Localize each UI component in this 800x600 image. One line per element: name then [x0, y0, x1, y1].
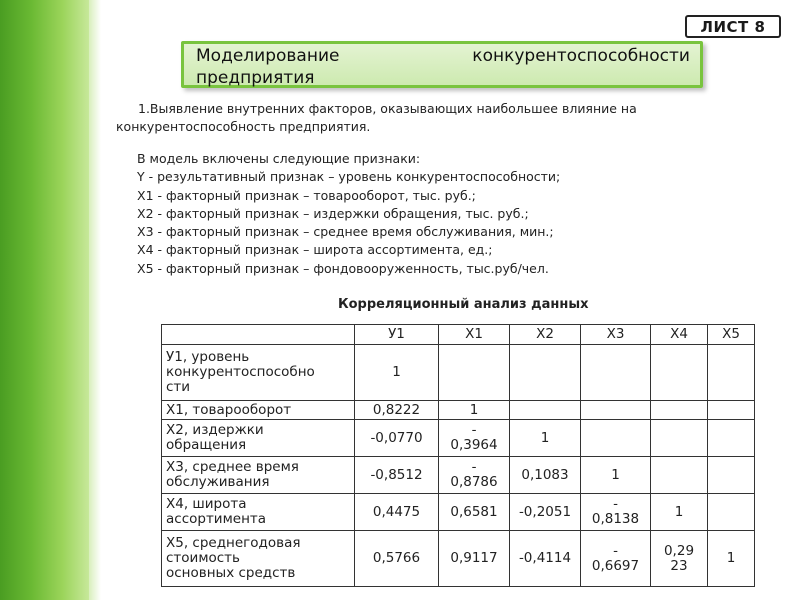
sheet-number-label: ЛИСТ 8: [685, 15, 781, 38]
intro-line-2: конкурентоспособность предприятия.: [116, 119, 371, 134]
feature-item-y: Y - результативный признак – уровень конкурентоспособности;: [137, 169, 561, 185]
title-word-modeling: Моделирование: [196, 46, 340, 66]
feature-list: [137, 150, 737, 278]
corr-cell-value: 0,1083: [521, 466, 569, 483]
corr-cell-y1-y1: [355, 345, 439, 401]
corr-cell-value: 1: [540, 429, 550, 446]
row-label-line: Х4, широта: [166, 496, 247, 512]
header-cell-corner: [162, 325, 355, 345]
corr-cell-x2-x5: [708, 420, 755, 457]
row-label-line: обращения: [166, 437, 247, 453]
header-cell-y1: У1: [355, 325, 439, 345]
corr-cell-x3-y1: [355, 457, 439, 494]
title-second-line: предприятия: [196, 68, 315, 88]
header-cell-x1: Х1: [439, 325, 510, 345]
corr-cell-x2-x2: [510, 420, 581, 457]
corr-cell-x1-x4: [651, 401, 708, 420]
row-label-line: ассортимента: [166, 511, 267, 527]
corr-cell-x1-x5: [708, 401, 755, 420]
corr-cell-x4-x1: [439, 494, 510, 531]
corr-cell-value: -0,8512: [370, 466, 423, 483]
row-label-line: У1, уровень: [166, 349, 250, 365]
corr-cell-value: 0,8222: [372, 401, 421, 418]
corr-cell-value: -0,0770: [370, 429, 423, 446]
corr-cell-value: -0,4114: [518, 550, 572, 566]
corr-cell-value: -: [471, 459, 477, 475]
row-label-line: обслуживания: [166, 474, 270, 490]
table-row-x4: [162, 494, 755, 531]
corr-cell-x2-y1: [355, 420, 439, 457]
row-label-x3: [162, 457, 355, 494]
corr-cell-value: 1: [392, 364, 401, 380]
corr-cell-x3-x1: [439, 457, 510, 494]
row-label-line: сти: [166, 379, 191, 395]
row-label-x5: [162, 531, 355, 587]
left-decorative-green-band: [0, 0, 89, 600]
row-label-y1: [162, 345, 355, 401]
feature-list-heading: В модель включены следующие признаки:: [137, 151, 421, 166]
table-caption: Корреляционный анализ данных: [338, 297, 589, 312]
row-label-line: Х3, среднее время: [166, 459, 299, 475]
table-row-x2: [162, 420, 755, 457]
table-body: [162, 345, 755, 587]
corr-cell-value: 1: [611, 466, 620, 483]
corr-cell-value: 0,6581: [450, 503, 498, 520]
title-first-line: [196, 45, 690, 67]
feature-item-x3: X3 - факторный признак – среднее время обслуживания, мин.;: [137, 224, 554, 240]
slide-title-box: [181, 41, 703, 88]
corr-cell-x4-x4: [651, 494, 708, 531]
table-header-row: [162, 325, 755, 345]
feature-item-x2: X2 - факторный признак – издержки обращения, тыс. руб.;: [137, 205, 529, 221]
corr-cell-value: 0,8138: [591, 511, 640, 527]
table-row-y1: [162, 345, 755, 401]
row-label-x2: [162, 420, 355, 457]
table-row-x5: [162, 531, 755, 587]
corr-cell-value: 0,8786: [450, 474, 498, 490]
corr-cell-value: -: [471, 422, 477, 438]
corr-cell-value: 0,6697: [591, 557, 640, 574]
header-cell-x2: Х2: [510, 325, 581, 345]
corr-cell-x3-x5: [708, 457, 755, 494]
title-word-competitiveness: конкурентоспособности: [472, 46, 690, 66]
corr-cell-value: 0,9117: [450, 550, 498, 566]
corr-cell-value: 1: [726, 550, 736, 566]
header-cell-x3: Х3: [581, 325, 651, 345]
table-row-x1: [162, 401, 755, 420]
corr-cell-value: 1: [469, 401, 479, 418]
corr-cell-x4-x2: [510, 494, 581, 531]
corr-cell-value: 0,4475: [372, 503, 421, 520]
corr-cell-x2-x3: [581, 420, 651, 457]
row-label-x4: [162, 494, 355, 531]
corr-cell-x3-x4: [651, 457, 708, 494]
row-label-line: Х2, издержки: [166, 422, 264, 438]
corr-cell-value: 0,3964: [450, 437, 498, 453]
corr-cell-x5-x5: [708, 531, 755, 587]
corr-cell-x2-x4: [651, 420, 708, 457]
corr-cell-x5-y1: [355, 531, 439, 587]
corr-cell-x3-x3: [581, 457, 651, 494]
table-row-x3: [162, 457, 755, 494]
corr-cell-x1-x2: [510, 401, 581, 420]
corr-cell-value: 0,29: [663, 542, 695, 559]
corr-cell-value: 23: [670, 557, 688, 574]
feature-item-x1: X1 - факторный признак – товарооборот, тыс. руб.;: [137, 187, 476, 203]
corr-cell-x4-x5: [708, 494, 755, 531]
corr-cell-x5-x2: [510, 531, 581, 587]
corr-cell-y1-x4: [651, 345, 708, 401]
feature-item-x4: X4 - факторный признак – широта ассортимента, ед.;: [137, 242, 493, 258]
row-label-x1: [162, 401, 355, 420]
corr-cell-x1-y1: [355, 401, 439, 420]
correlation-table: [161, 324, 755, 587]
feature-item-x5: X5 - факторный признак – фондовооруженность, тыс.руб/чел.: [137, 260, 549, 276]
row-label-line: стоимость: [166, 550, 241, 566]
row-label-line: основных средств: [166, 565, 296, 581]
corr-cell-x5-x1: [439, 531, 510, 587]
corr-cell-x3-x2: [510, 457, 581, 494]
corr-cell-x5-x4: [651, 531, 708, 587]
corr-cell-x1-x1: [439, 401, 510, 420]
corr-cell-value: -0,2051: [518, 503, 572, 520]
corr-cell-value: 0,5766: [372, 550, 421, 566]
corr-cell-value: 1: [674, 503, 684, 520]
corr-cell-y1-x2: [510, 345, 581, 401]
corr-cell-value: -: [613, 496, 618, 512]
row-label-line: Х1, товарооборот: [166, 401, 292, 418]
corr-cell-x4-y1: [355, 494, 439, 531]
header-cell-x4: Х4: [651, 325, 708, 345]
corr-cell-x1-x3: [581, 401, 651, 420]
corr-cell-x5-x3: [581, 531, 651, 587]
header-cell-x5: Х5: [708, 325, 755, 345]
intro-line-1: 1.Выявление внутренних факторов, оказывающих наибольшее влияние на: [138, 101, 637, 116]
row-label-line: конкурентоспособно: [166, 364, 315, 380]
corr-cell-y1-x3: [581, 345, 651, 401]
corr-cell-x4-x3: [581, 494, 651, 531]
corr-cell-value: -: [613, 542, 618, 559]
corr-cell-x2-x1: [439, 420, 510, 457]
row-label-line: Х5, среднегодовая: [166, 535, 301, 551]
intro-paragraph: [116, 100, 716, 136]
corr-cell-y1-x5: [708, 345, 755, 401]
corr-cell-y1-x1: [439, 345, 510, 401]
